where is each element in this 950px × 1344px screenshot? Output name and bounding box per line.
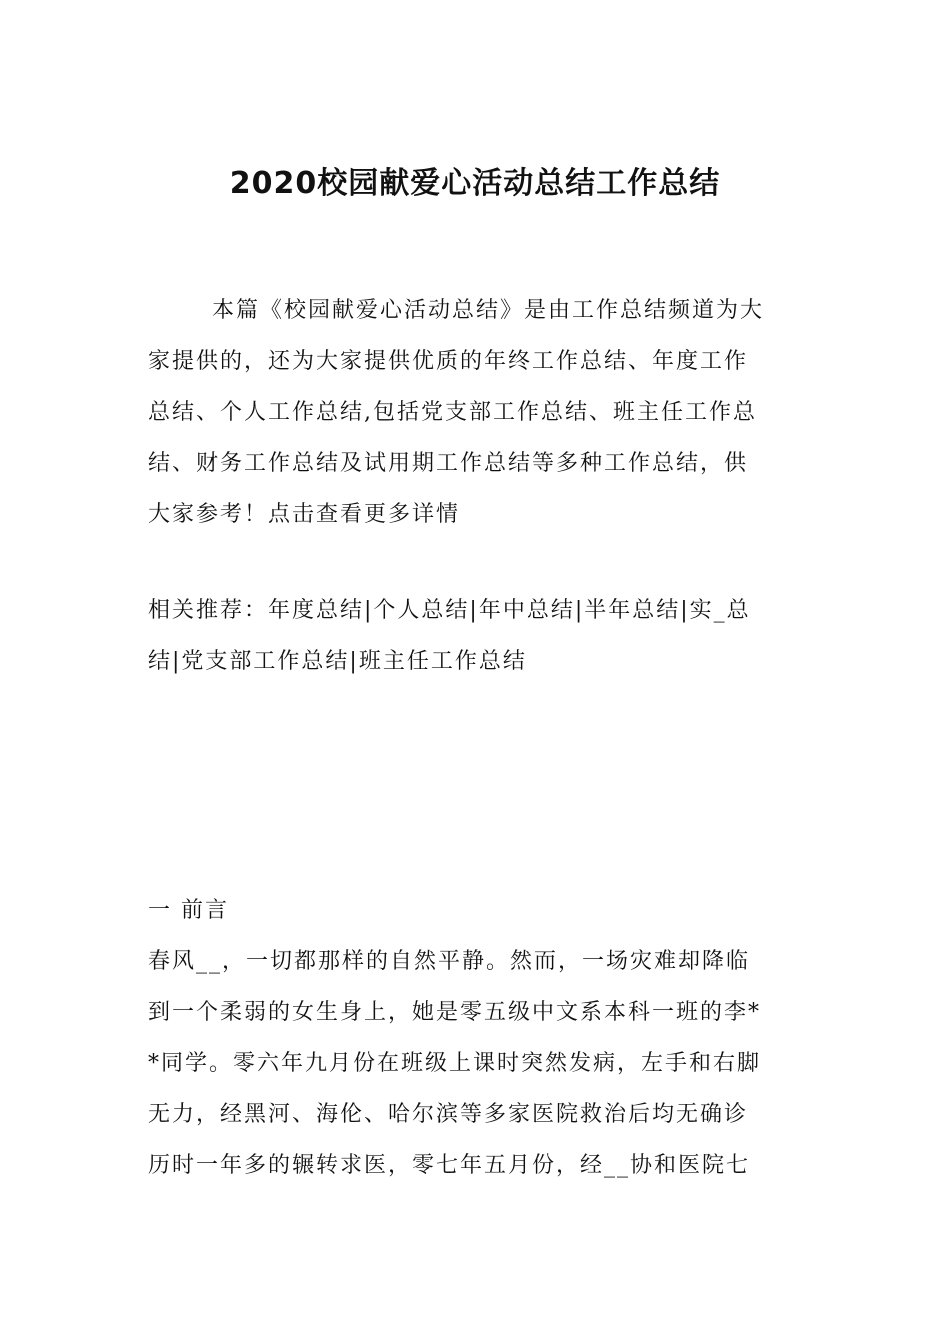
body-line: 到一个柔弱的女生身上，她是零五级中文系本科一班的李*: [148, 1000, 762, 1025]
intro-line: 大家参考！点击查看更多详情: [148, 502, 461, 527]
intro-line: 总结、个人工作总结,包括党支部工作总结、班主任工作总: [148, 400, 757, 425]
related-recommendations: [148, 585, 808, 687]
preface-section: [148, 885, 808, 1191]
related-line: 相关推荐：年度总结|个人总结|年中总结|半年总结|实_总: [148, 598, 751, 623]
intro-paragraph: [148, 285, 808, 540]
related-line: 结|党支部工作总结|班主任工作总结: [148, 649, 527, 674]
section-heading: 一 前言: [148, 898, 229, 923]
document-title: 2020校园献爱心活动总结工作总结: [229, 166, 721, 201]
intro-line: 家提供的，还为大家提供优质的年终工作总结、年度工作: [148, 349, 749, 374]
body-line: *同学。零六年九月份在班级上课时突然发病，左手和右脚: [148, 1051, 762, 1076]
body-line: 无力，经黑河、海伦、哈尔滨等多家医院救治后均无确诊: [148, 1102, 749, 1127]
body-line: 春风__，一切都那样的自然平静。然而，一场灾难却降临: [148, 949, 751, 974]
intro-line: 结、财务工作总结及试用期工作总结等多种工作总结，供: [148, 451, 749, 476]
body-line: 历时一年多的辗转求医，零七年五月份，经__协和医院七: [148, 1153, 751, 1178]
intro-line: 本篇《校园献爱心活动总结》是由工作总结频道为大: [212, 298, 765, 323]
